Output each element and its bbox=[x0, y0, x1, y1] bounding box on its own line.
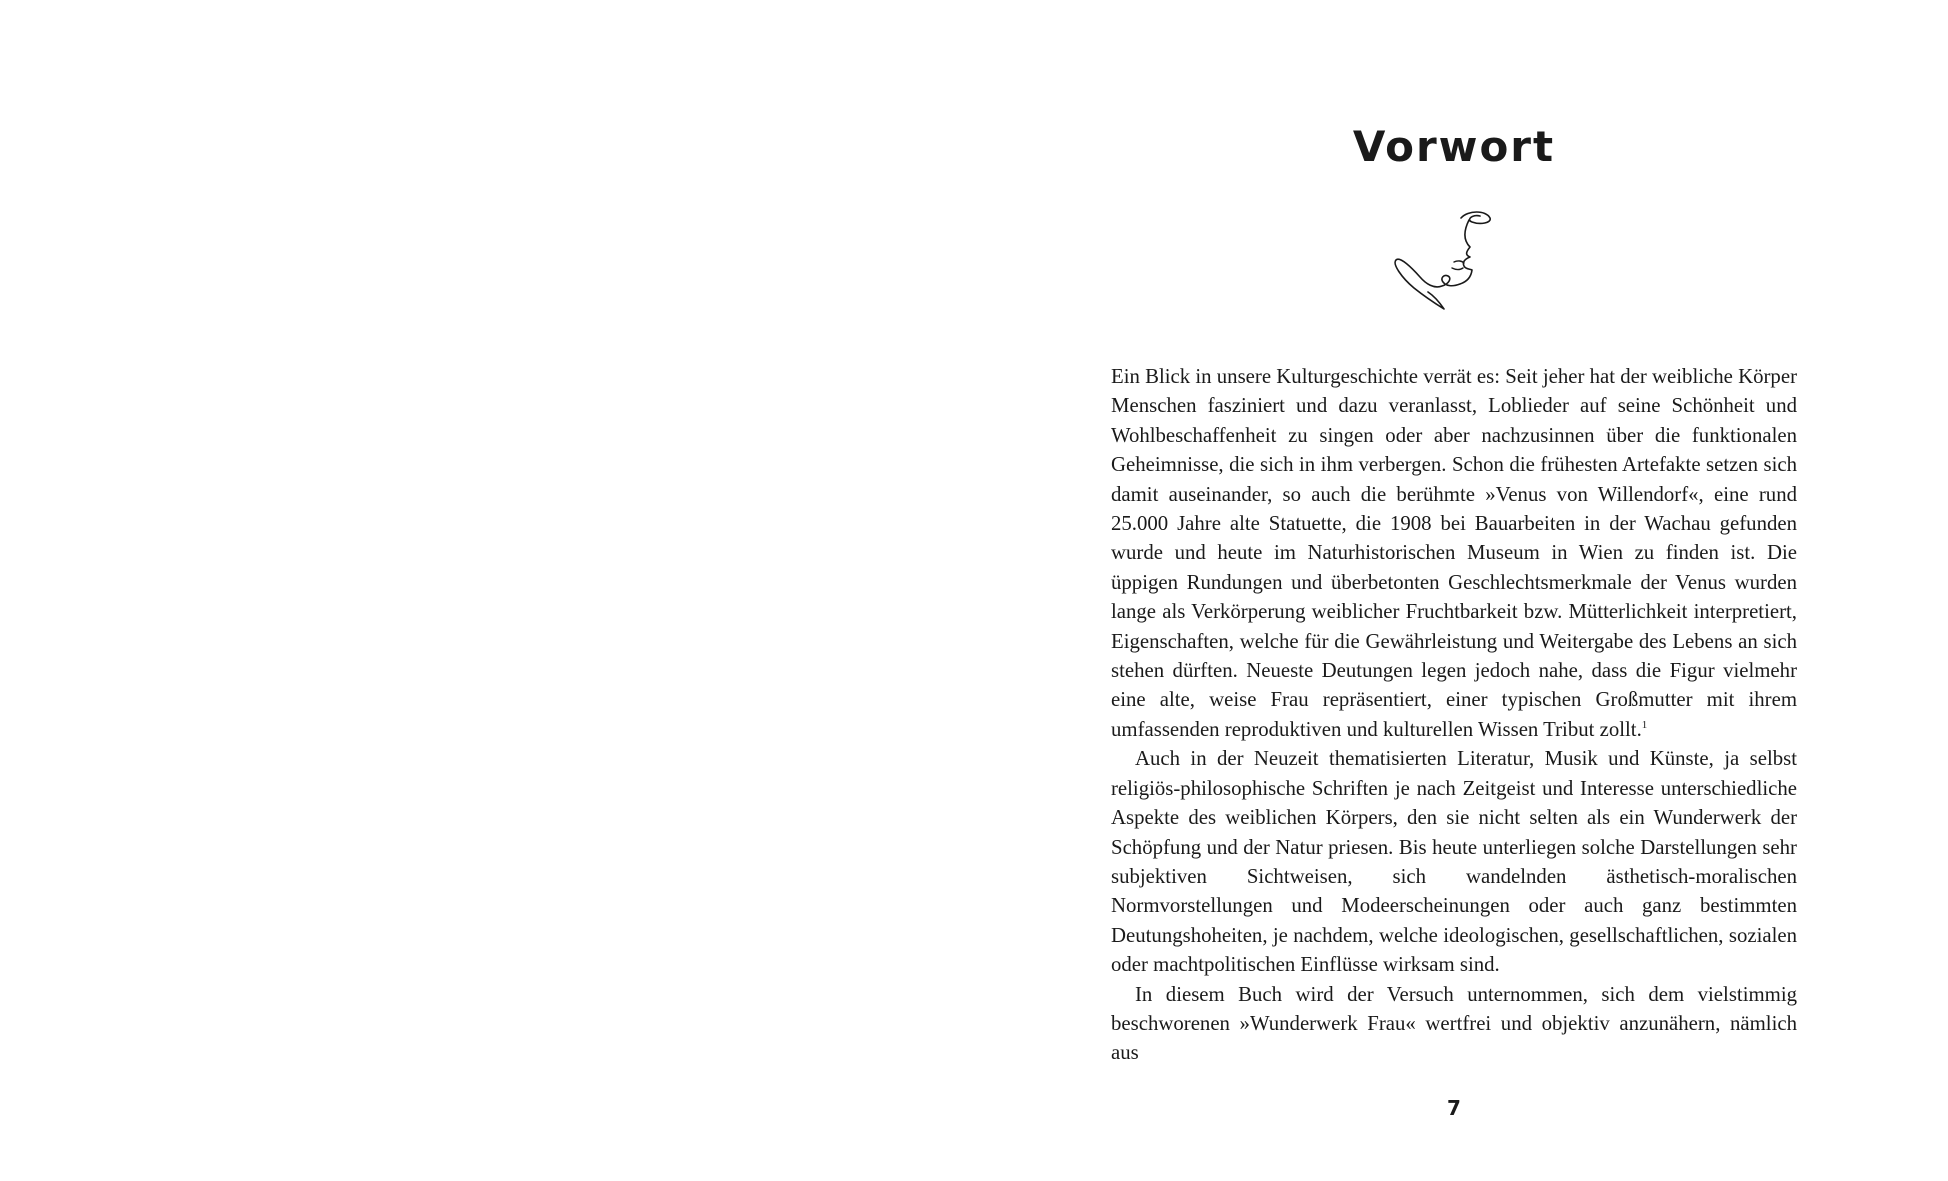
chapter-title: Vorwort bbox=[1352, 122, 1556, 171]
footnote-marker[interactable]: 1 bbox=[1641, 718, 1648, 731]
page-number: 7 bbox=[1447, 1096, 1461, 1120]
paragraph: Auch in der Neuzeit thematisierten Literatur, Musik und Künste, ja selbst religiös-philosophische Schriften je nach Zeitgeist und Interesse unterschiedliche Aspekte des weiblichen Körpers, den sie nicht selten als ein Wunderwerk der Schöpfung und der Natur priesen. Bis heute unterliegen solche Darstellungen sehr subjektiven Sichtweisen, sich wandelnden ästhetisch-moralischen Normvorstellungen und Modeerscheinungen oder auch ganz bestimmten Deutungshoheiten, je nachdem, welche ideologischen, gesellschaftlichen, sozialen oder machtpolitischen Einflüsse wirksam sind. bbox=[1111, 747, 1797, 977]
line-art-face-icon bbox=[1388, 208, 1528, 328]
body-text bbox=[1111, 362, 1797, 1068]
paragraph: In diesem Buch wird der Versuch unternommen, sich dem vielstimmig beschworenen »Wunderwerk Frau« wertfrei und objektiv anzunähern, nämlich aus bbox=[1111, 982, 1797, 1065]
paragraph-text: Ein Blick in unsere Kulturgeschichte verrät es: Seit jeher hat der weibliche Körper Menschen fasziniert und dazu veranlasst, Loblieder auf seine Schönheit und Wohlbeschaffenheit zu singen oder aber nachzusinnen über die funktionalen Geheimnisse, die sich in ihm verbergen. Schon die frühesten Artefakte setzen sich damit auseinander, so auch die berühmte »Venus von Willendorf«, eine rund 25.000 Jahre alte Statuette, die 1908 bei Bauarbeiten in der Wachau gefunden wurde und heute im Naturhistorischen Museum in Wien zu finden ist. Die üppigen Rundungen und überbetonten Geschlechtsmerkmale der Venus wurden lange als Verkörperung weiblicher Fruchtbarkeit bzw. Mütterlichkeit interpretiert, Eigenschaften, welche für die Gewährleistung und Weitergabe des Lebens an sich stehen dürften. Neueste Deutungen legen jedoch nahe, dass die Figur vielmehr eine alte, weise Frau repräsentiert, einer typischen Großmutter mit ihrem umfassenden reproduktiven und kulturellen Wissen Tribut zollt. bbox=[1111, 365, 1797, 741]
paragraph bbox=[1111, 362, 1797, 744]
